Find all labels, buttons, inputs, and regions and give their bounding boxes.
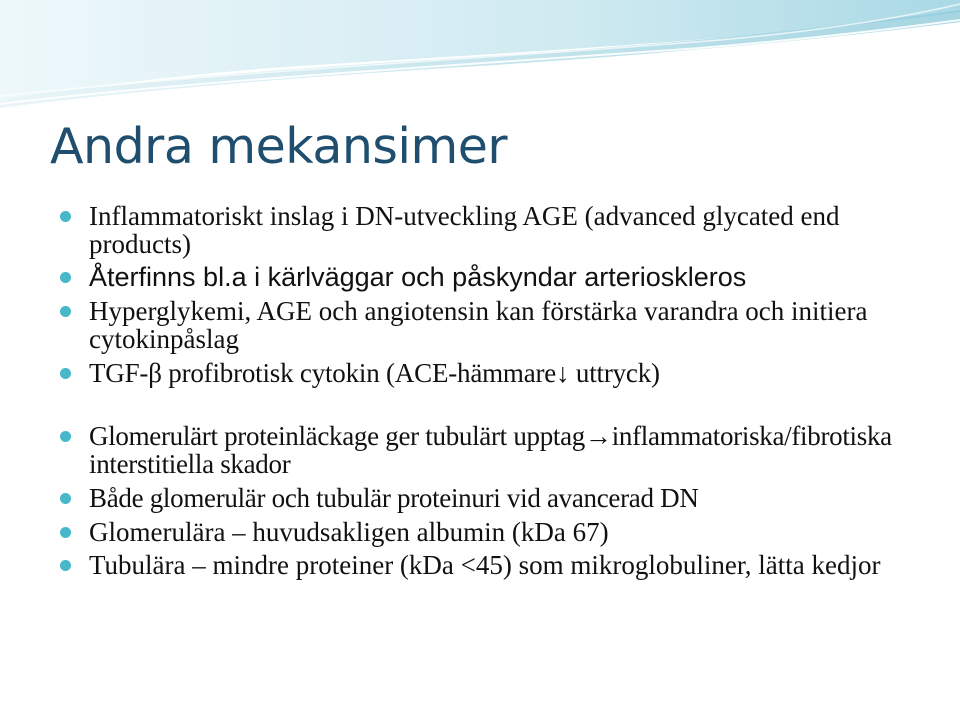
bullet-text: Återfinns bl.a i kärlväggar och påskyndar arterioskleros — [89, 262, 747, 292]
bullet-text: TGF-β profibrotisk cytokin (ACE-hämmare↓ uttryck) — [89, 358, 660, 388]
bullet-item — [60, 484, 940, 512]
bullet-dot-icon — [60, 560, 71, 571]
bullet-item — [60, 263, 940, 291]
bullet-text: Hyperglykemi, AGE och angiotensin kan förstärka varandra och initiera cytokinpåslag — [89, 296, 868, 354]
bullet-dot-icon — [60, 272, 71, 283]
bullet-item — [60, 297, 940, 353]
bullet-text: Inflammatoriskt inslag i DN-utveckling AGE (advanced glycated end products) — [89, 201, 840, 259]
bullet-list — [60, 202, 940, 579]
bullet-item — [60, 422, 940, 478]
bullet-item — [60, 518, 940, 546]
bullet-dot-icon — [60, 431, 71, 442]
bullet-dot-icon — [60, 527, 71, 538]
bullet-dot-icon — [60, 493, 71, 504]
bullet-item — [60, 202, 940, 258]
bullet-item — [60, 359, 940, 387]
slide-title: Andra mekansimer — [50, 118, 508, 175]
bullet-text: Tubulära – mindre proteiner (kDa <45) som mikroglobuliner, lätta kedjor — [89, 550, 881, 580]
bullet-text: Glomerulärt proteinläckage ger tubulärt upptag→inflammatoriska/fibrotiska interstitiella skador — [89, 421, 892, 479]
bullet-dot-icon — [60, 306, 71, 317]
bullet-dot-icon — [60, 368, 71, 379]
bullet-text: Glomerulära – huvudsakligen albumin (kDa 67) — [89, 517, 609, 547]
header-wave-decoration — [0, 0, 960, 110]
bullet-text: Både glomerulär och tubulär proteinuri vid avancerad DN — [89, 483, 699, 513]
bullet-item — [60, 551, 940, 579]
bullet-dot-icon — [60, 211, 71, 222]
